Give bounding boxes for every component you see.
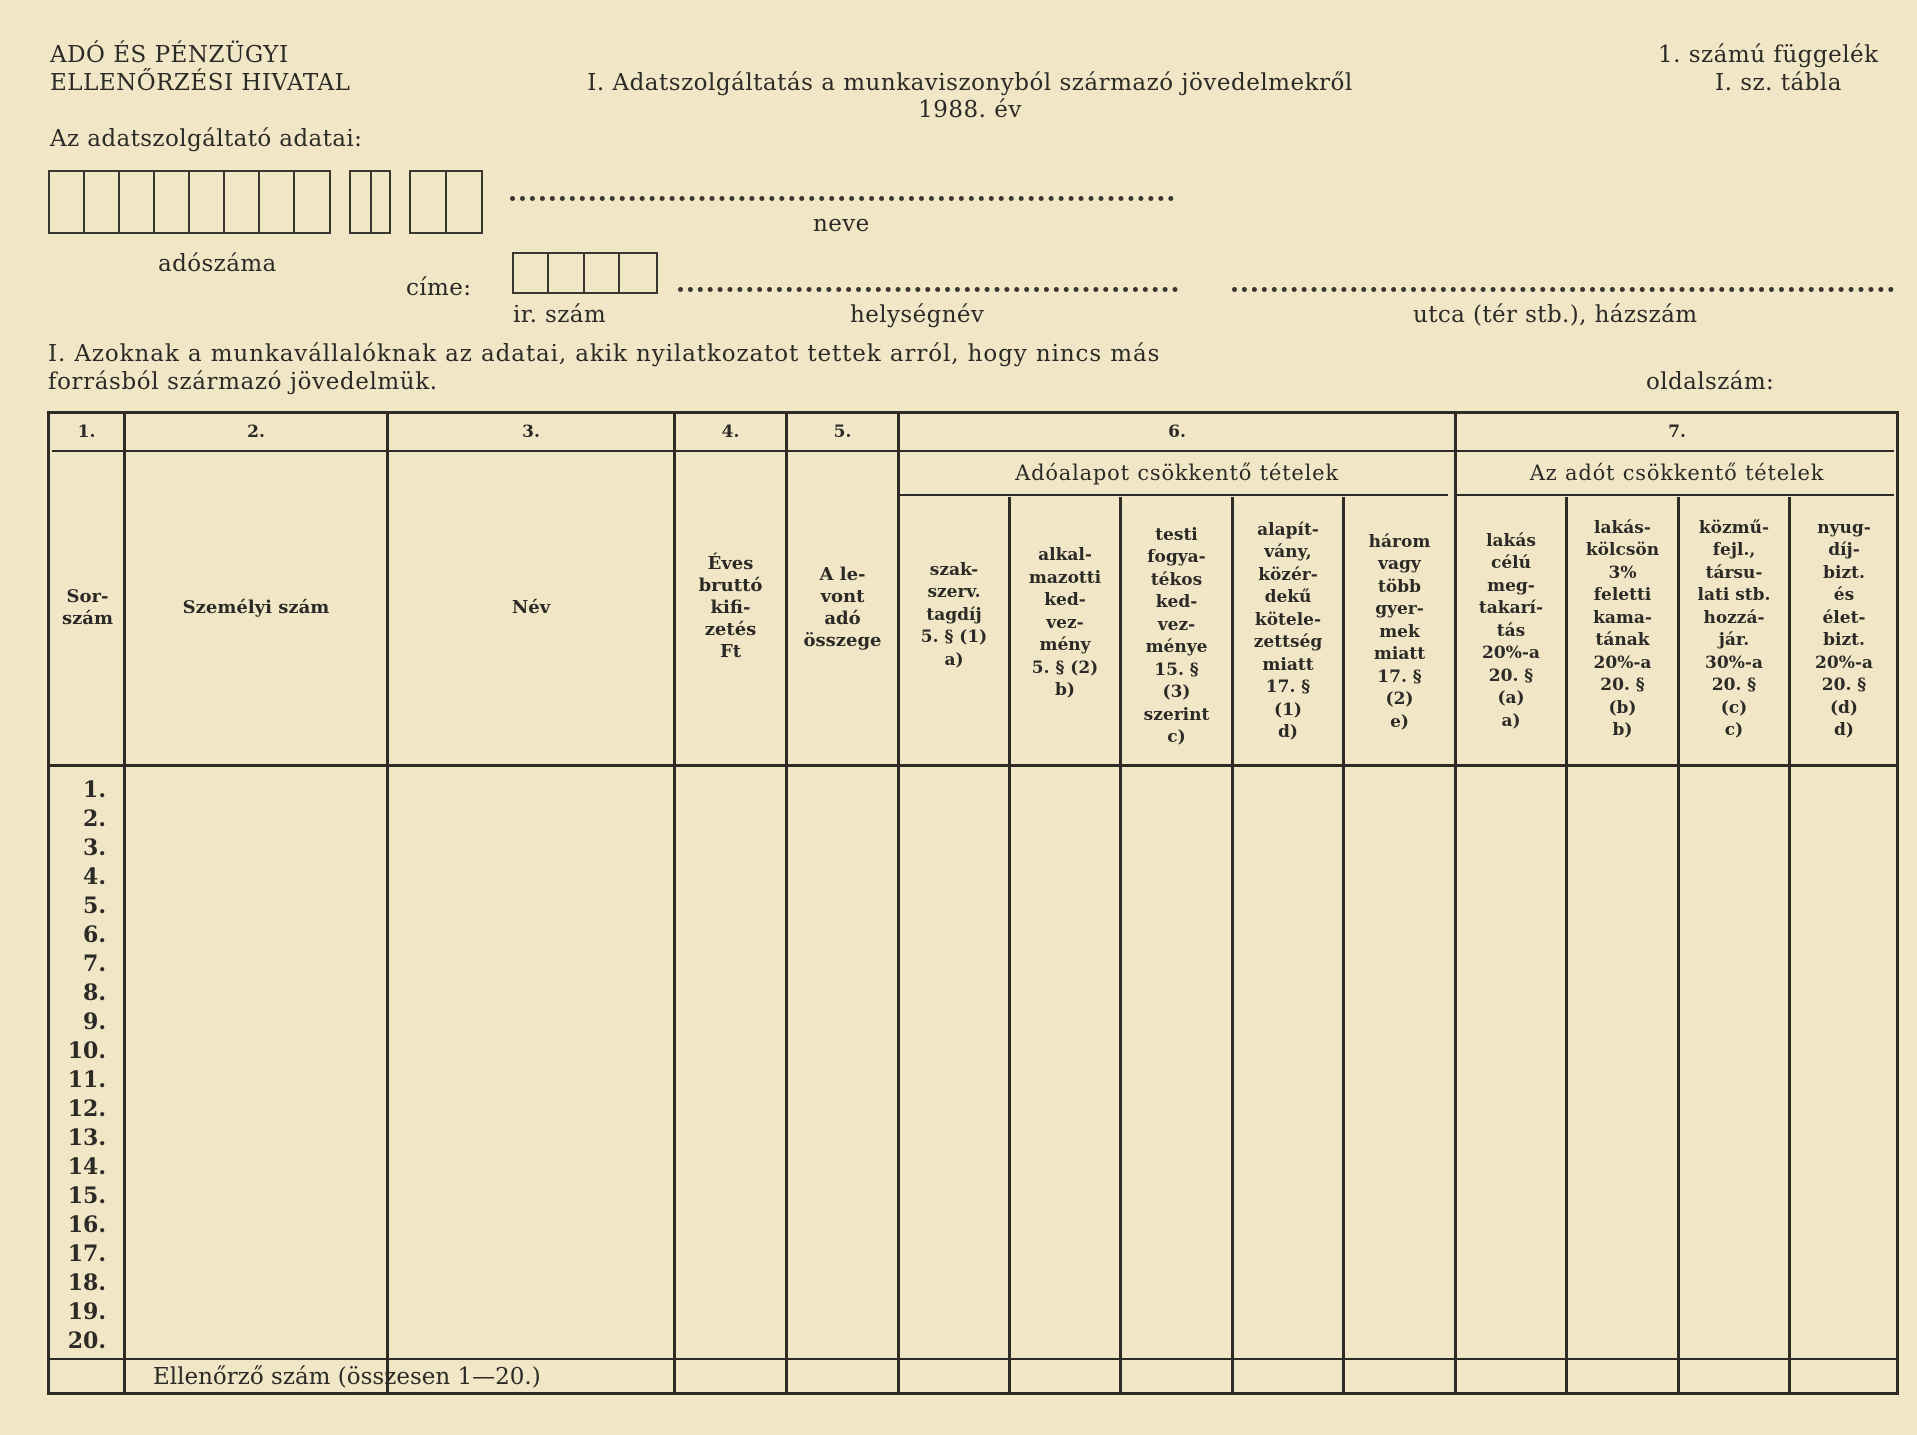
group6-heading: Adóalapot csökkentő tételek xyxy=(1015,461,1339,485)
control-sum-label: Ellenőrző szám (összesen 1—20.) xyxy=(153,1364,541,1390)
address-label: címe: xyxy=(406,275,472,301)
form-year: 1988. év xyxy=(918,97,1022,123)
group7-heading: Az adót csökkentő tételek xyxy=(1529,461,1825,485)
row-number: 11. xyxy=(67,1067,106,1093)
tax-number-digit-box[interactable] xyxy=(351,172,372,232)
tax-number-digit-box[interactable] xyxy=(85,172,120,232)
footer-rule xyxy=(50,1358,1896,1360)
tax-number-digit-box[interactable] xyxy=(295,172,329,232)
row-number: 20. xyxy=(67,1328,106,1354)
zip-digit-box[interactable] xyxy=(514,254,549,292)
tax-number-check-boxes[interactable] xyxy=(349,170,391,234)
zip-digit-box[interactable] xyxy=(549,254,585,292)
header-6a: szak- szerv. tagdíj 5. § (1) a) xyxy=(920,559,988,670)
table-ref-label: I. sz. tábla xyxy=(1715,70,1842,96)
row-number: 5. xyxy=(83,893,106,919)
group7-rule xyxy=(1457,494,1894,496)
tax-number-label: adószáma xyxy=(158,251,277,277)
row-number: 1. xyxy=(83,777,106,803)
page-number-label: oldalszám: xyxy=(1646,369,1775,395)
tax-number-digit-box[interactable] xyxy=(411,172,447,232)
header-eves-brutto: Éves bruttó kifi- zetés Ft xyxy=(698,553,763,662)
header-rule xyxy=(52,450,1894,452)
col-number-2: 2. xyxy=(247,422,265,442)
tax-number-boxes[interactable] xyxy=(48,170,331,234)
name-dotted-line[interactable] xyxy=(510,196,1174,201)
zip-digit-box[interactable] xyxy=(620,254,656,292)
header-szemelyi-szam: Személyi szám xyxy=(182,597,330,618)
header-6b: alkal- mazotti ked- vez- mény 5. § (2) b) xyxy=(1028,545,1102,701)
street-dotted-line[interactable] xyxy=(1232,287,1894,292)
column-divider xyxy=(897,411,900,1395)
section-intro-line2: forrásból származó jövedelmük. xyxy=(48,369,438,395)
col-number-3: 3. xyxy=(522,422,540,442)
row-number-list xyxy=(56,776,106,1356)
col-number-7: 7. xyxy=(1668,422,1686,442)
row-number: 7. xyxy=(83,951,106,977)
zip-label: ir. szám xyxy=(513,302,607,328)
tax-number-digit-box[interactable] xyxy=(50,172,85,232)
office-name-line1: ADÓ ÉS PÉNZÜGYI xyxy=(50,42,289,68)
header-7a: lakás célú meg- takarí- tás 20%-a 20. § (a) a) xyxy=(1478,530,1544,731)
col-number-6: 6. xyxy=(1168,422,1186,442)
header-7c: közmű- fejl., társu- lati stb. hozzá- jár. 30%-a 20. § (c) c) xyxy=(1697,517,1771,740)
header-bottom-rule xyxy=(50,764,1896,767)
row-number: 4. xyxy=(83,864,106,890)
tax-number-digit-box[interactable] xyxy=(260,172,295,232)
section-intro-line1: I. Azoknak a munkavállalóknak az adatai, akik nyilatkozatot tettek arról, hogy nincs más xyxy=(48,341,1161,367)
row-number: 16. xyxy=(67,1212,106,1238)
city-label: helységnév xyxy=(850,302,985,328)
row-number: 8. xyxy=(83,980,106,1006)
row-number: 6. xyxy=(83,922,106,948)
provider-heading: Az adatszolgáltató adatai: xyxy=(50,126,363,152)
tax-number-digit-box[interactable] xyxy=(225,172,260,232)
header-6c: testi fogya- tékos ked- vez- ménye 15. § (3) szerint c) xyxy=(1143,524,1210,747)
header-6d: alapít- vány, közér- dekű kötele- zettség miatt 17. § (1) d) xyxy=(1253,519,1323,742)
row-number: 17. xyxy=(67,1241,106,1267)
office-name-line2: ELLENŐRZÉSI HIVATAL xyxy=(50,70,351,96)
header-7d: nyug- díj- bizt. és élet- bizt. 20%-a 20. § (d) d) xyxy=(1815,517,1873,740)
city-dotted-line[interactable] xyxy=(678,287,1178,292)
row-number: 3. xyxy=(83,835,106,861)
header-6e: három vagy több gyer- mek miatt 17. § (2) e) xyxy=(1368,531,1431,732)
row-number: 9. xyxy=(83,1009,106,1035)
row-number: 10. xyxy=(67,1038,106,1064)
header-7b: lakás- kölcsön 3% feletti kama- tának 20%-a 20. § (b) b) xyxy=(1585,517,1660,740)
street-label: utca (tér stb.), házszám xyxy=(1413,302,1698,328)
zip-digit-box[interactable] xyxy=(585,254,620,292)
group6-rule xyxy=(900,494,1448,496)
row-number: 12. xyxy=(67,1096,106,1122)
zip-code-boxes[interactable] xyxy=(512,252,658,294)
tax-number-region-boxes[interactable] xyxy=(409,170,483,234)
tax-number-digit-box[interactable] xyxy=(447,172,481,232)
header-nev: Név xyxy=(511,597,551,618)
header-sorszam: Sor- szám xyxy=(61,586,114,629)
header-levont-ado: A le- vont adó összege xyxy=(803,564,882,651)
tax-number-digit-box[interactable] xyxy=(155,172,190,232)
col-number-4: 4. xyxy=(721,422,740,442)
appendix-label: 1. számú függelék xyxy=(1658,42,1879,68)
tax-number-digit-box[interactable] xyxy=(372,172,389,232)
tax-number-digit-box[interactable] xyxy=(120,172,155,232)
row-number: 14. xyxy=(67,1154,106,1180)
row-number: 15. xyxy=(67,1183,106,1209)
form-title: I. Adatszolgáltatás a munkaviszonyból származó jövedelmekről xyxy=(587,70,1353,96)
row-number: 13. xyxy=(67,1125,106,1151)
col-number-1: 1. xyxy=(77,422,96,442)
row-number: 19. xyxy=(67,1299,106,1325)
row-number: 2. xyxy=(83,806,106,832)
row-number: 18. xyxy=(67,1270,106,1296)
name-label: neve xyxy=(813,211,870,237)
tax-number-digit-box[interactable] xyxy=(190,172,225,232)
col-number-5: 5. xyxy=(833,422,852,442)
